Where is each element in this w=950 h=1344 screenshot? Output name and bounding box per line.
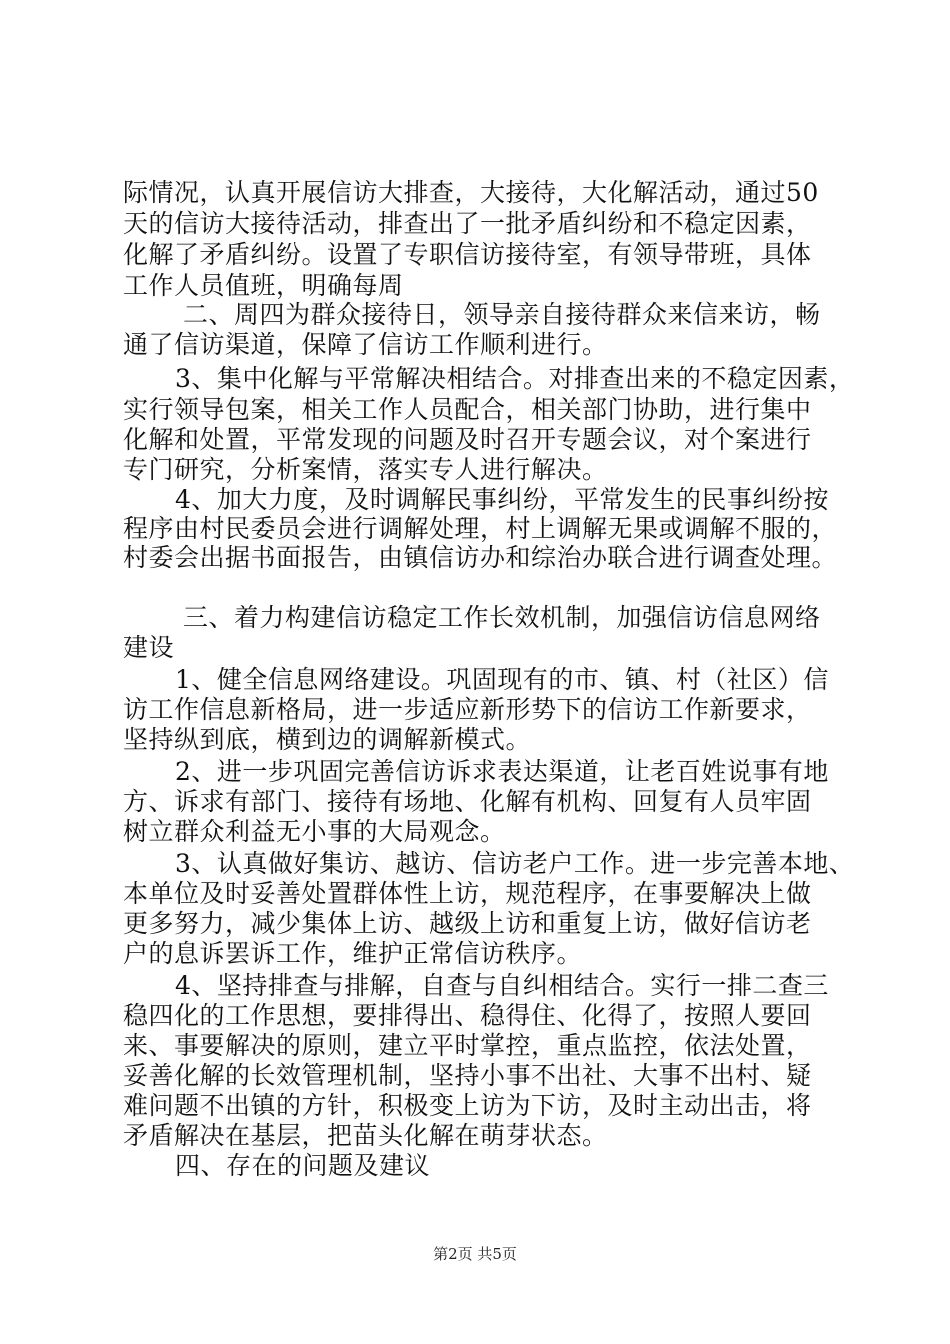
body-line: 难问题不出镇的方针，积极变上访为下访，及时主动出击，将 [123,1091,812,1120]
body-line: 来、事要解决的原则，建立平时掌控，重点监控，依法处置， [123,1031,812,1060]
body-line: 4、坚持排查与排解，自查与自纠相结合。实行一排二查三 [175,971,829,1000]
body-line: 4、加大力度，及时调解民事纠纷，平常发生的民事纠纷按 [175,485,829,514]
body-line: 天的信访大接待活动，排查出了一批矛盾纠纷和不稳定因素， [123,209,812,238]
body-line: 实行领导包案，相关工作人员配合，相关部门协助，进行集中 [123,395,812,424]
body-line: 树立群众利益无小事的大局观念。 [123,817,506,846]
body-line: 方、诉求有部门、接待有场地、化解有机构、回复有人员牢固 [123,787,812,816]
body-line: 本单位及时妥善处置群体性上访，规范程序，在事要解决上做 [123,879,812,908]
body-line: 妥善化解的长效管理机制，坚持小事不出社、大事不出村、疑 [123,1061,812,1090]
body-line: 更多努力，减少集体上访、越级上访和重复上访，做好信访老 [123,909,812,938]
body-line: 通了信访渠道，保障了信访工作顺利进行。 [123,330,608,359]
page-number-footer: 第2页 共5页 [433,1245,517,1263]
section-heading: 建设 [123,633,175,662]
body-line: 专门研究，分析案情，落实专人进行解决。 [123,455,608,484]
body-line: 户的息诉罢诉工作，维护正常信访秩序。 [123,939,583,968]
body-line: 化解和处置，平常发现的问题及时召开专题会议，对个案进行 [123,425,812,454]
body-line: 矛盾解决在基层，把苗头化解在萌芽状态。 [123,1121,608,1150]
body-line: 二、周四为群众接待日，领导亲自接待群众来信来访，畅 [183,300,821,329]
section-heading: 三、着力构建信访稳定工作长效机制，加强信访信息网络 [183,603,821,632]
body-line: 3、认真做好集访、越访、信访老户工作。进一步完善本地、 [175,849,855,878]
body-line: 访工作信息新格局，进一步适应新形势下的信访工作新要求， [123,695,812,724]
body-line: 1、健全信息网络建设。巩固现有的市、镇、村（社区）信 [175,665,829,694]
body-line: 坚持纵到底，横到边的调解新模式。 [123,725,532,754]
body-line: 2、进一步巩固完善信访诉求表达渠道，让老百姓说事有地 [175,757,829,786]
body-line: 程序由村民委员会进行调解处理，村上调解无果或调解不服的， [123,514,838,543]
body-line: 工作人员值班，明确每周 [123,271,404,300]
body-line: 村委会出据书面报告，由镇信访办和综治办联合进行调查处理。 [123,543,838,572]
body-line: 3、集中化解与平常解决相结合。对排查出来的不稳定因素， [175,364,855,393]
section-heading: 四、存在的问题及建议 [175,1151,431,1180]
body-line: 际情况，认真开展信访大排查，大接待，大化解活动，通过50 [123,178,819,207]
body-line: 化解了矛盾纠纷。设置了专职信访接待室，有领导带班，具体 [123,240,812,269]
body-line: 稳四化的工作思想，要排得出、稳得住、化得了，按照人要回 [123,1001,812,1030]
